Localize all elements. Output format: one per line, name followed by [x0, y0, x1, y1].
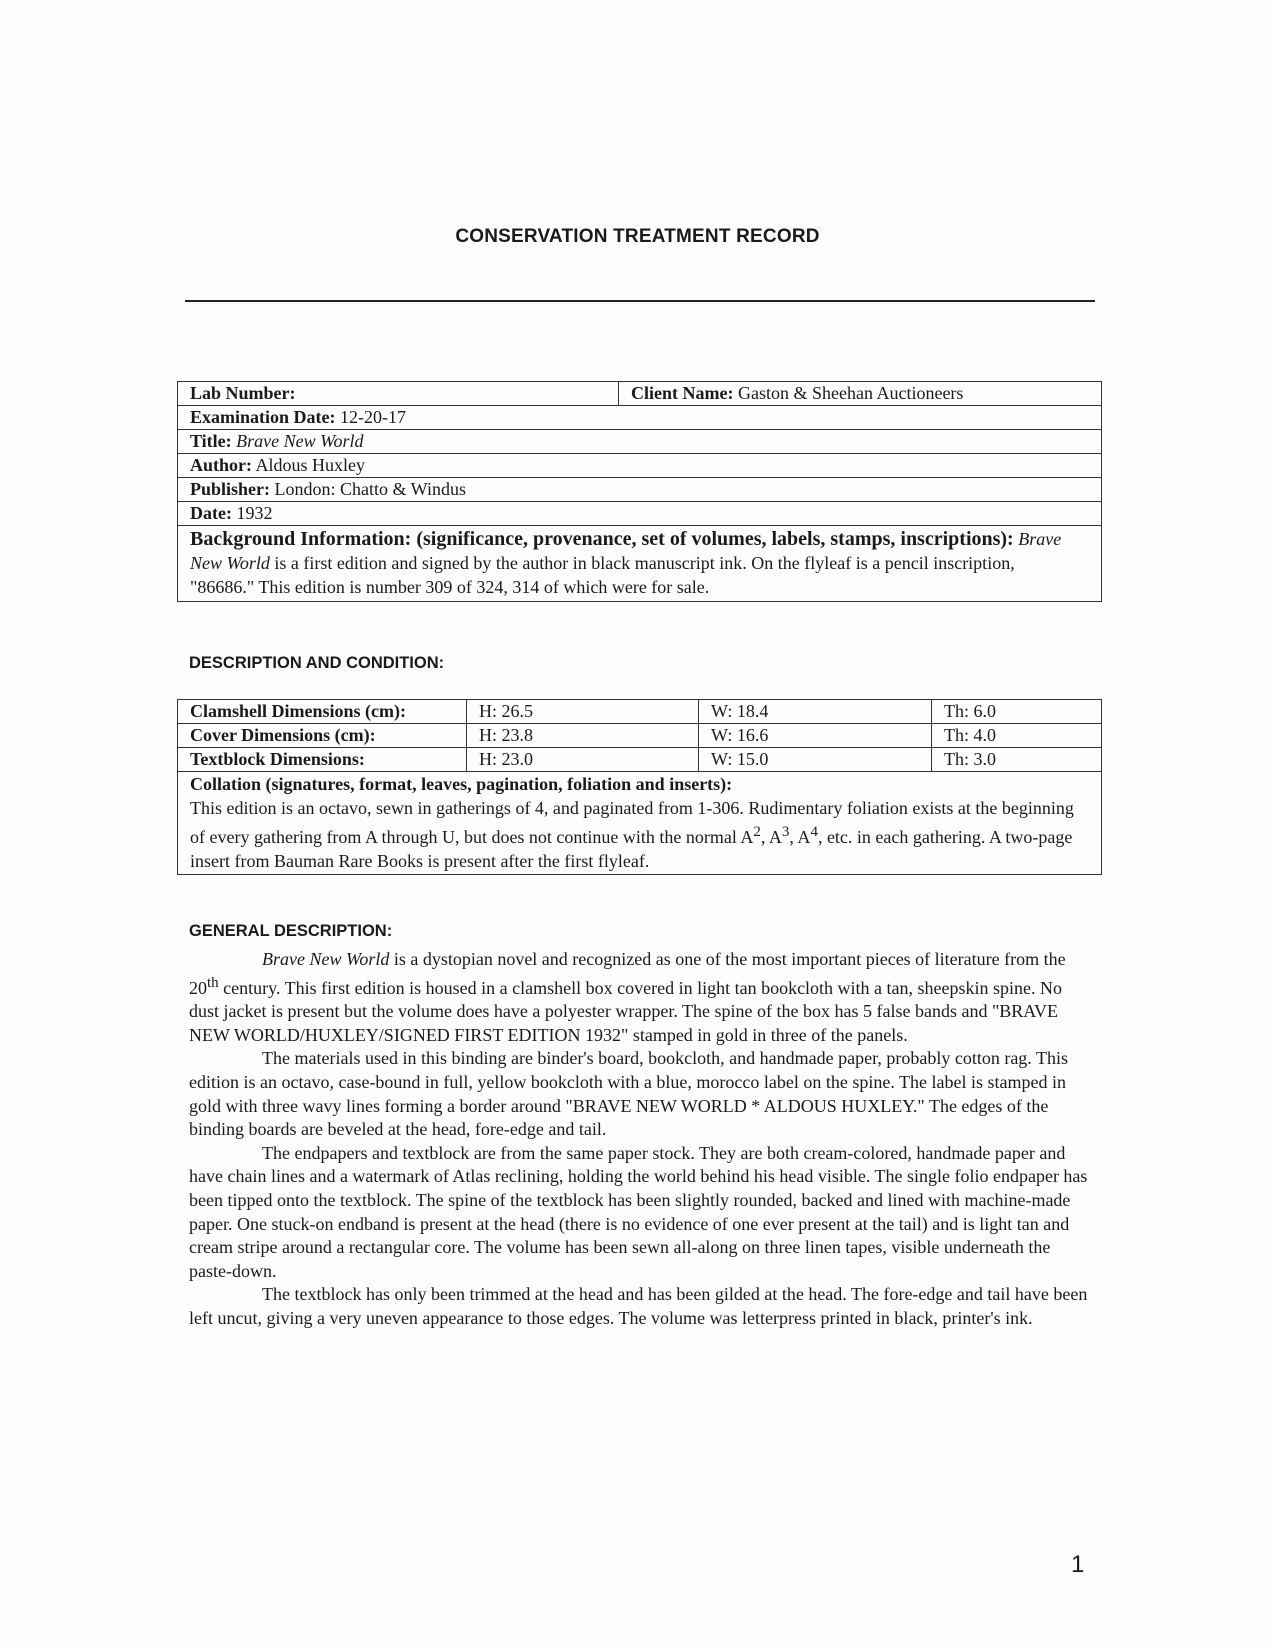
dimension-row [178, 748, 1102, 772]
dimension-thickness: Th: 4.0 [932, 724, 1102, 748]
dimension-width: W: 18.4 [699, 700, 932, 724]
background-text: is a first edition and signed by the author in black manuscript ink. On the flyleaf is a pencil inscription, "86686." This edition is number 309 of 324, 314 of which were for sale. [190, 553, 1015, 597]
exam-date-value: 12-20-17 [340, 407, 406, 427]
paragraph: The materials used in this binding are binder's board, bookcloth, and handmade paper, probably cotton rag. This edition is an octavo, case-bound in full, yellow bookcloth with a blue, morocco label on the spine. The label is stamped in gold with three wavy lines forming a border around "BRAVE NEW WORLD * ALDOUS HUXLEY." The edges of the binding boards are beveled at the head, fore-edge and tail. [189, 1048, 1068, 1140]
author-label: Author: [190, 455, 252, 475]
paragraph: The endpapers and textblock are from the same paper stock. They are both cream-colored, handmade paper and have chain lines and a watermark of Atlas reclining, holding the world behind his head visible. The single folio endpaper has been tipped onto the textblock. The spine of the textblock has been slightly rounded, backed and lined with machine-made paper. One stuck-on endband is present at the head (there is no evidence of one ever present at the tail) and is light tan and cream stripe around a rectangular core. The volume has been sewn all-along on three linen tapes, visible underneath the paste-down. [189, 1142, 1088, 1281]
dimension-row [178, 724, 1102, 748]
dimension-width: W: 16.6 [699, 724, 932, 748]
background-label: Background Information: (significance, provenance, set of volumes, labels, stamps, inscriptions): [190, 528, 1014, 550]
collation-label: Collation (signatures, format, leaves, pagination, foliation and inserts): [190, 774, 733, 794]
publisher-row [178, 478, 1102, 502]
dimension-thickness: Th: 6.0 [932, 700, 1102, 724]
page-number: 1 [1071, 1551, 1085, 1578]
document-title: CONSERVATION TREATMENT RECORD [455, 226, 820, 247]
collation-row [178, 772, 1102, 875]
title-value: Brave New World [236, 431, 364, 451]
date-row [178, 502, 1102, 526]
paragraph: The textblock has only been trimmed at the head and has been gilded at the head. The fore-edge and tail have been left uncut, giving a very uneven appearance to those edges. The volume was letterpress printed in black, printer's ink. [189, 1284, 1088, 1328]
publisher-label: Publisher: [190, 479, 271, 499]
client-name-value: Gaston & Sheehan Auctioneers [737, 383, 964, 403]
lab-client-row [178, 382, 1102, 406]
dimension-height: H: 23.0 [467, 748, 699, 772]
client-name-cell [619, 382, 1102, 406]
collation-cell: Collation (signatures, format, leaves, pagination, foliation and inserts): This edition is an octavo, sewn in gatherings of 4, and paginated from 1-306. Rudimentary foliation exists at the beginning of every gathering from A through U, but does not continue with the normal $A^2$, $A^3$, $A^4$, etc. in each gathering. A two-page insert from Bauman Rare Books is present after the first flyleaf. [178, 772, 1102, 875]
publisher-value: London: Chatto & Windus [274, 479, 466, 499]
dimensions-table [177, 699, 1102, 875]
title-rule [185, 300, 1095, 302]
dimension-label: Clamshell Dimensions (cm): [178, 700, 467, 724]
dimension-width: W: 15.0 [699, 748, 932, 772]
exam-date-row [178, 406, 1102, 430]
general-description-heading: GENERAL DESCRIPTION: [189, 922, 393, 940]
date-label: Date: [190, 503, 232, 523]
record-info-table [177, 381, 1102, 602]
book-title: Brave New World [262, 949, 390, 969]
description-heading: DESCRIPTION AND CONDITION: [189, 654, 445, 672]
dimension-label: Textblock Dimensions: [178, 748, 467, 772]
paragraph: Brave New World is a dystopian novel and recognized as one of the most important pieces of literature from the 20th century. This first edition is housed in a clamshell box covered in light tan bookcloth with a tan, sheepskin spine. No dust jacket is present but the volume does have a polyester wrapper. The spine of the box has 5 false bands and "BRAVE NEW WORLD/HUXLEY/SIGNED FIRST EDITION 1932" stamped in gold in three of the panels. [189, 949, 1066, 1045]
dimension-height: H: 23.8 [467, 724, 699, 748]
dimension-label: Cover Dimensions (cm): [178, 724, 467, 748]
title-label: Title: [190, 431, 232, 451]
lab-number-cell [178, 382, 619, 406]
exam-date-label: Examination Date: [190, 407, 336, 427]
author-row [178, 454, 1102, 478]
dimension-height: H: 26.5 [467, 700, 699, 724]
background-cell [178, 526, 1102, 602]
lab-number-label: Lab Number: [190, 383, 296, 403]
background-row [178, 526, 1102, 602]
dimension-thickness: Th: 3.0 [932, 748, 1102, 772]
author-value: Aldous Huxley [255, 455, 366, 475]
client-name-label: Client Name: [631, 383, 734, 403]
date-value: 1932 [236, 503, 273, 523]
collation-text: This edition is an octavo, sewn in gatherings of 4, and paginated from 1-306. Rudimentary foliation exists at the beginning of every gathering from A through U, but does not continue with the normal A [190, 798, 1074, 847]
general-description-body [189, 948, 1089, 1331]
background-title: Brave New World [190, 529, 1062, 573]
dimension-row [178, 700, 1102, 724]
title-row [178, 430, 1102, 454]
